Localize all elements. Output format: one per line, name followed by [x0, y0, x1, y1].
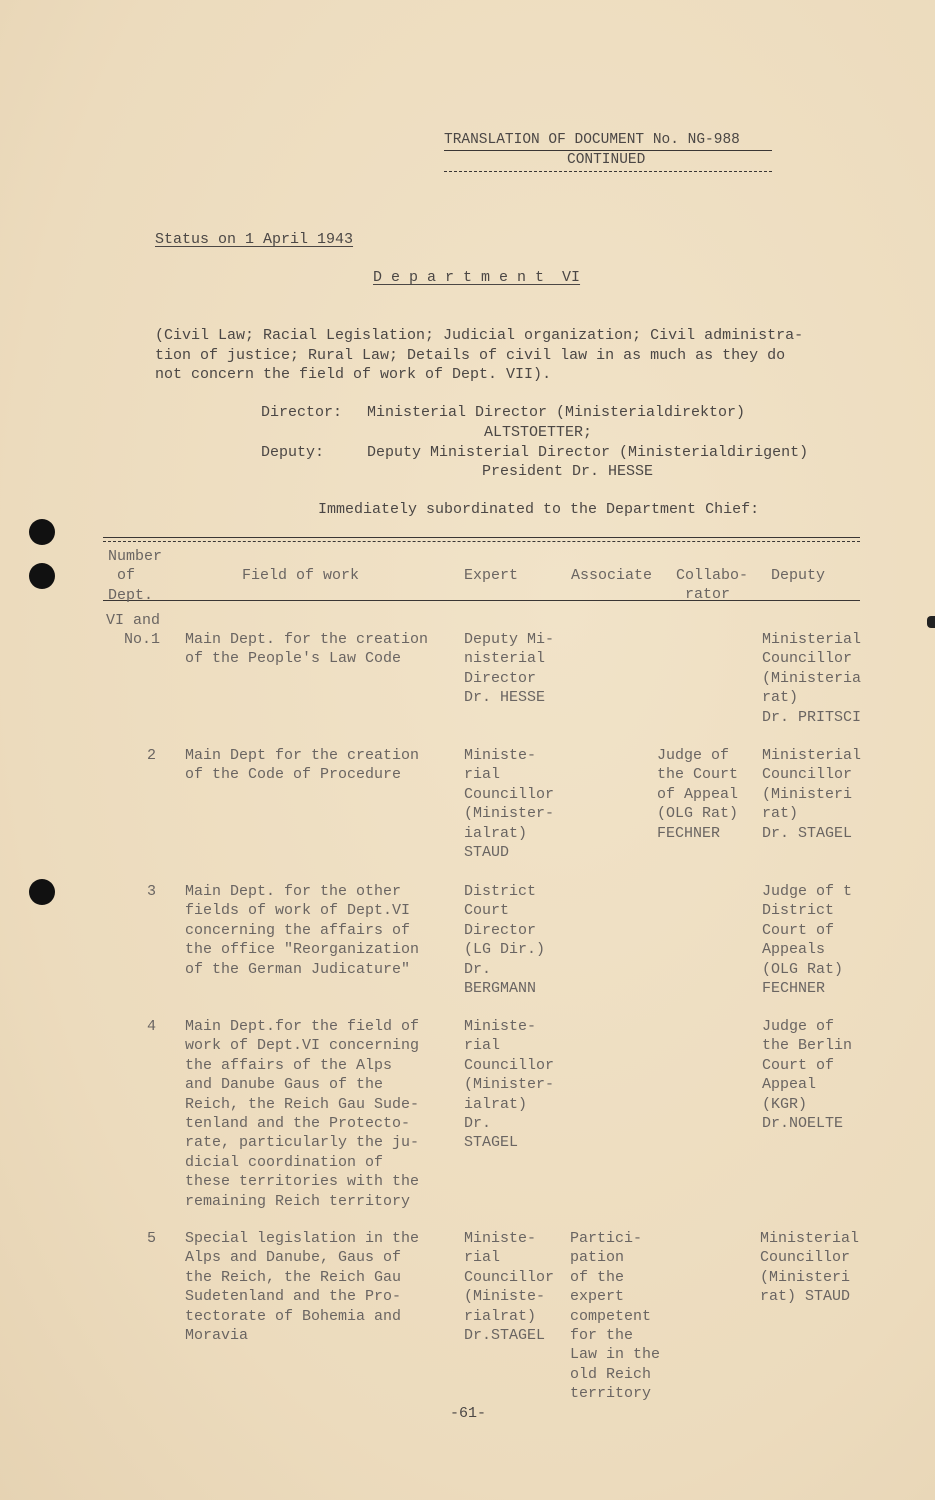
- row-5-field: Special legislation in the Alps and Danube, Gaus of the Reich, the Reich Gau Sudetenland and the Pro- tectorate of Bohemia and Moravia: [185, 1230, 420, 1345]
- row-5-expert: Ministe- rial Councillor (Ministe- rialrat) Dr.STAGEL: [464, 1230, 555, 1345]
- row-1-number: VI and No.1: [106, 612, 161, 649]
- scope-line-2: tion of justice; Rural Law; Details of civil law in as much as they do: [155, 347, 786, 364]
- row-3-field: Main Dept. for the other fields of work of Dept.VI concerning the affairs of the office "Reorganization of the German Judicature": [185, 883, 420, 978]
- row-3-expert: District Court Director (LG Dir.) Dr. BERGMANN: [464, 883, 546, 998]
- row-5-number: 5: [147, 1230, 157, 1247]
- row-1-deputy: Ministerial Councillor (Ministeria rat) Dr. PRITSCI: [762, 631, 862, 726]
- header-title: TRANSLATION OF DOCUMENT No. NG-988: [444, 132, 740, 148]
- row-5-deputy: Ministerial Councillor (Ministeri rat) STAUD: [760, 1230, 860, 1306]
- deputy-label: Deputy:: [261, 444, 325, 461]
- status-date: Status on 1 April 1943: [155, 231, 354, 248]
- director-title: Ministerial Director (Ministerialdirektor): [367, 404, 746, 421]
- header-deputy: Deputy: [771, 567, 826, 584]
- header-expert: Expert: [464, 567, 519, 584]
- header-collaborator: Collabo- rator: [676, 567, 749, 604]
- director-label: Director:: [261, 404, 343, 421]
- row-2-collaborator: Judge of the Court of Appeal (OLG Rat) FECHNER: [657, 747, 739, 842]
- row-5-associate: Partici- pation of the expert competent for the Law in the old Reich territory: [570, 1230, 661, 1403]
- table-top-rule-2: [103, 541, 860, 542]
- director-name: ALTSTOETTER;: [484, 424, 593, 441]
- row-4-deputy: Judge of the Berlin Court of Appeal (KGR) Dr.NOELTE: [762, 1018, 853, 1133]
- header-field: Field of work: [242, 567, 360, 584]
- row-4-expert: Ministe- rial Councillor (Minister- ialrat) Dr. STAGEL: [464, 1018, 555, 1152]
- header-number: Number of Dept.: [108, 548, 163, 604]
- row-3-deputy: Judge of t District Court of Appeals (OLG Rat) FECHNER: [762, 883, 853, 998]
- row-4-field: Main Dept.for the field of work of Dept.VI concerning the affairs of the Alps and Danube Gaus of the Reich, the Reich Gau Sude- tenland and the Protecto- rate, particularly the ju- dicial coordination of these territories with the remaining Reich territory: [185, 1018, 420, 1210]
- header-continued: CONTINUED: [567, 152, 646, 168]
- row-2-deputy: Ministerial Councillor (Ministeri rat) Dr. STAGEL: [762, 747, 862, 842]
- scope-line-3: not concern the field of work of Dept. VII).: [155, 366, 552, 383]
- punch-hole-3: [29, 879, 55, 905]
- edge-mark: [927, 616, 935, 628]
- header-underline-2: [444, 171, 772, 172]
- row-2-expert: Ministe- rial Councillor (Minister- ialrat) STAUD: [464, 747, 555, 862]
- row-1-field: Main Dept. for the creation of the People's Law Code: [185, 631, 429, 668]
- header-associate: Associate: [571, 567, 653, 584]
- department-title: D e p a r t m e n t VI: [373, 269, 581, 286]
- row-3-number: 3: [147, 883, 157, 900]
- row-4-number: 4: [147, 1018, 157, 1035]
- row-2-field: Main Dept for the creation of the Code of Procedure: [185, 747, 420, 784]
- punch-hole-1: [29, 519, 55, 545]
- deputy-name: President Dr. HESSE: [482, 463, 654, 480]
- punch-hole-2: [29, 563, 55, 589]
- row-2-number: 2: [147, 747, 157, 764]
- deputy-title: Deputy Ministerial Director (Ministerialdirigent): [367, 444, 809, 461]
- table-top-rule: [103, 537, 860, 538]
- scope-line-1: (Civil Law; Racial Legislation; Judicial organization; Civil administra-: [155, 327, 804, 344]
- subordinated-note: Immediately subordinated to the Department Chief:: [318, 501, 760, 518]
- page-number: -61-: [450, 1405, 487, 1422]
- row-1-expert: Deputy Mi- nisterial Director Dr. HESSE: [464, 631, 555, 707]
